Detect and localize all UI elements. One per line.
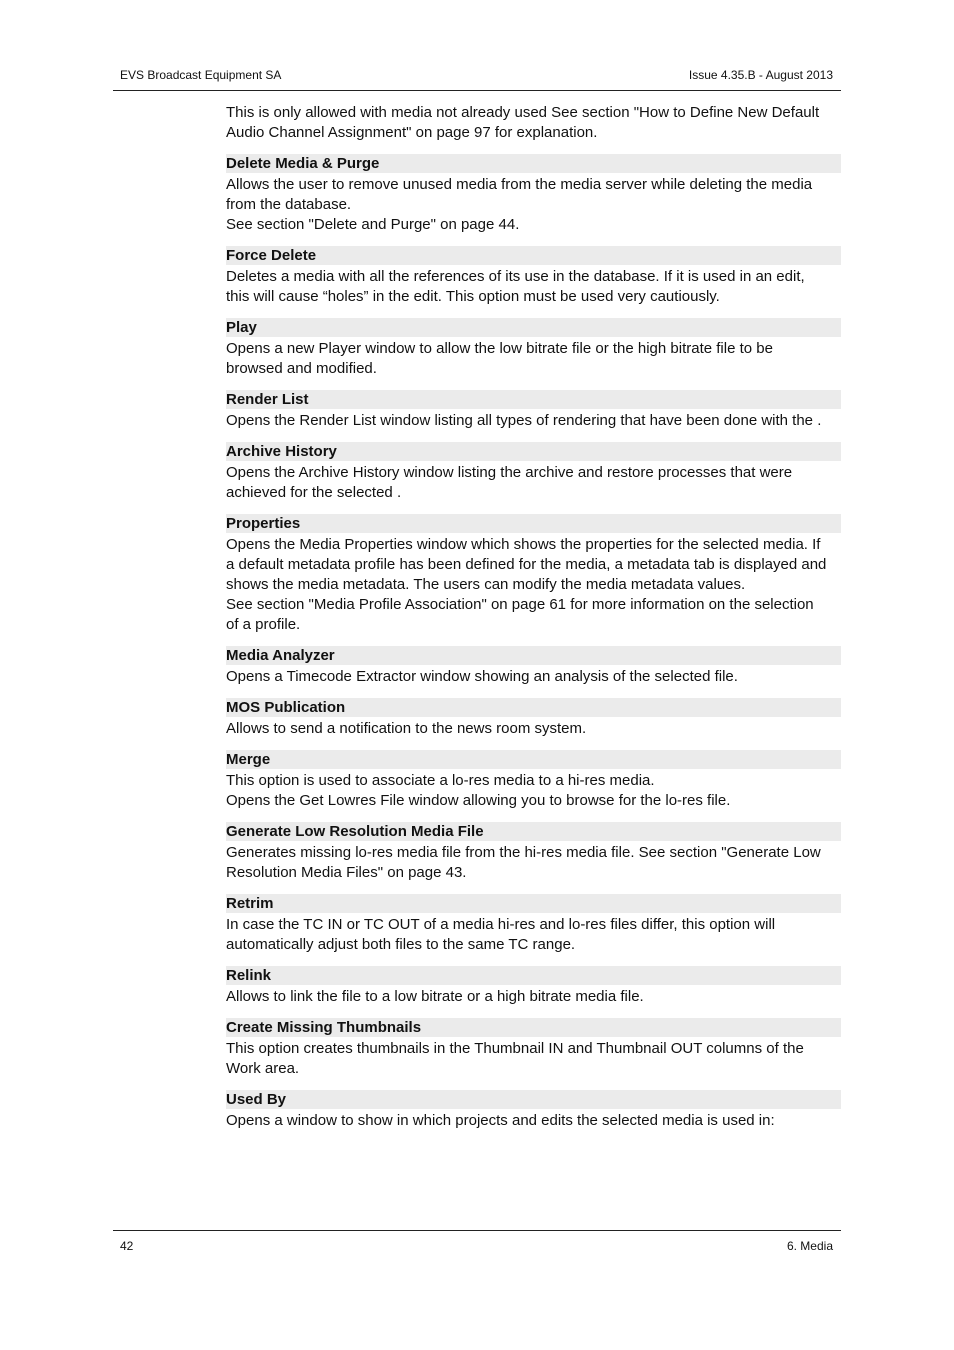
description-line: This option is used to associate a lo-res media to a hi-res media. bbox=[226, 772, 655, 789]
description-line: Opens the Render List window listing all types of rendering that have been done with the . bbox=[226, 412, 822, 429]
description-line: Opens the Archive History window listing the archive and restore processes that were bbox=[226, 464, 793, 481]
description-line: Opens the Get Lowres File window allowing you to browse for the lo-res file. bbox=[226, 792, 731, 809]
intro-line: Audio Channel Assignment" on page 97 for explanation. bbox=[226, 124, 598, 141]
description-line: browsed and modified. bbox=[226, 360, 377, 377]
option-description bbox=[226, 411, 841, 431]
option-entry bbox=[226, 966, 841, 1007]
page-content bbox=[226, 103, 841, 1142]
option-title: Generate Low Resolution Media File bbox=[226, 822, 841, 841]
chapter-label: 6. Media bbox=[786, 1239, 833, 1253]
option-description bbox=[226, 1111, 841, 1131]
option-title: Properties bbox=[226, 514, 841, 533]
option-title: Retrim bbox=[226, 894, 841, 913]
page-header bbox=[113, 64, 841, 91]
description-line: See section "Media Profile Association" on page 61 for more information on the selection bbox=[226, 596, 814, 613]
option-title: Relink bbox=[226, 966, 841, 985]
option-entry bbox=[226, 822, 841, 883]
description-line: Allows the user to remove unused media from the media server while deleting the media bbox=[226, 176, 813, 193]
option-entry bbox=[226, 246, 841, 307]
header-issue: Issue 4.35.B - August 2013 bbox=[688, 68, 833, 82]
description-line: Allows to link the file to a low bitrate or a high bitrate media file. bbox=[226, 988, 644, 1005]
option-description bbox=[226, 1039, 841, 1079]
option-entry bbox=[226, 750, 841, 811]
option-entry bbox=[226, 318, 841, 379]
option-entry bbox=[226, 698, 841, 739]
description-line: Work area. bbox=[226, 1060, 300, 1077]
intro-line: This is only allowed with media not already used See section "How to Define New Default bbox=[226, 104, 820, 121]
description-line: In case the TC IN or TC OUT of a media hi-res and lo-res files differ, this option will bbox=[226, 916, 776, 933]
option-title: Render List bbox=[226, 390, 841, 409]
description-line: a default metadata profile has been defined for the media, a metadata tab is displayed and bbox=[226, 556, 827, 573]
description-line: Deletes a media with all the references of its use in the database. If it is used in an edit, bbox=[226, 268, 805, 285]
option-title: Delete Media & Purge bbox=[226, 154, 841, 173]
page-number: 42 bbox=[120, 1239, 134, 1253]
description-line: achieved for the selected . bbox=[226, 484, 402, 501]
option-description bbox=[226, 771, 841, 811]
description-line: Generates missing lo-res media file from the hi-res media file. See section "Generate Low bbox=[226, 844, 821, 861]
header-company: EVS Broadcast Equipment SA bbox=[120, 68, 282, 82]
option-entry bbox=[226, 1090, 841, 1131]
option-title: Used By bbox=[226, 1090, 841, 1109]
option-description bbox=[226, 339, 841, 379]
description-line: of a profile. bbox=[226, 616, 301, 633]
description-line: See section "Delete and Purge" on page 44. bbox=[226, 216, 520, 233]
option-title: Merge bbox=[226, 750, 841, 769]
description-line: Opens a window to show in which projects and edits the selected media is used in: bbox=[226, 1112, 775, 1129]
description-line: Opens the Media Properties window which shows the properties for the selected media. If bbox=[226, 536, 821, 553]
option-title: Play bbox=[226, 318, 841, 337]
description-line: Opens a Timecode Extractor window showing an analysis of the selected file. bbox=[226, 668, 738, 685]
description-line: this will cause “holes” in the edit. This option must be used very cautiously. bbox=[226, 288, 720, 305]
option-entry bbox=[226, 390, 841, 431]
option-entry bbox=[226, 894, 841, 955]
option-description bbox=[226, 667, 841, 687]
description-line: from the database. bbox=[226, 196, 352, 213]
option-description bbox=[226, 843, 841, 883]
option-description bbox=[226, 535, 841, 635]
option-description bbox=[226, 719, 841, 739]
option-title: Force Delete bbox=[226, 246, 841, 265]
option-description bbox=[226, 463, 841, 503]
option-entry bbox=[226, 154, 841, 235]
description-line: This option creates thumbnails in the Thumbnail IN and Thumbnail OUT columns of the bbox=[226, 1040, 804, 1057]
description-line: automatically adjust both files to the same TC range. bbox=[226, 936, 576, 953]
description-line: Resolution Media Files" on page 43. bbox=[226, 864, 467, 881]
option-entry bbox=[226, 646, 841, 687]
description-line: shows the media metadata. The users can modify the media metadata values. bbox=[226, 576, 746, 593]
option-entry bbox=[226, 442, 841, 503]
option-entry bbox=[226, 514, 841, 635]
option-description bbox=[226, 987, 841, 1007]
option-entry bbox=[226, 1018, 841, 1079]
option-description bbox=[226, 175, 841, 235]
option-title: Archive History bbox=[226, 442, 841, 461]
page-footer bbox=[113, 1230, 841, 1253]
menu-option-list bbox=[226, 154, 841, 1131]
intro-paragraph bbox=[226, 103, 841, 143]
description-line: Opens a new Player window to allow the low bitrate file or the high bitrate file to be bbox=[226, 340, 773, 357]
description-line: Allows to send a notification to the news room system. bbox=[226, 720, 587, 737]
option-title: MOS Publication bbox=[226, 698, 841, 717]
option-title: Create Missing Thumbnails bbox=[226, 1018, 841, 1037]
option-title: Media Analyzer bbox=[226, 646, 841, 665]
option-description bbox=[226, 915, 841, 955]
option-description bbox=[226, 267, 841, 307]
